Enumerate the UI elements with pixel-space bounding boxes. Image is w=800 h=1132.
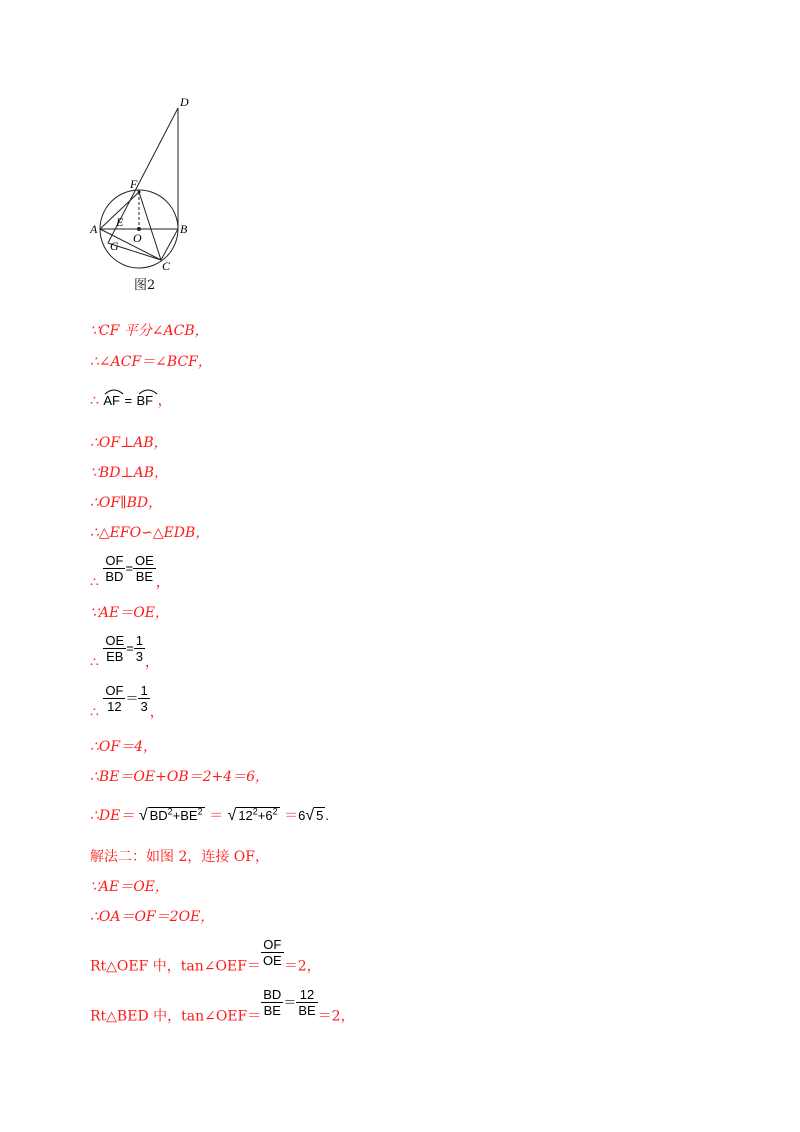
arc-bf-mark <box>137 387 159 395</box>
fraction-bd-be <box>261 987 283 1018</box>
label-O: O <box>133 231 142 245</box>
line-9: ∵AE＝OE， <box>90 605 169 621</box>
line-5: ∵BD⊥AB， <box>90 465 168 481</box>
fraction-one-third <box>134 633 145 664</box>
fraction-denominator: OE <box>262 953 282 968</box>
fraction-denominator: 3 <box>140 699 148 714</box>
fraction-denominator: BE <box>298 1003 316 1018</box>
sqrt-sign: √ <box>138 807 148 824</box>
label-F: F <box>130 177 138 191</box>
line-3-prefix: ∴ <box>90 393 99 409</box>
line-11-suffix: ， <box>149 704 164 721</box>
line-14-prefix: ∴DE＝ <box>90 808 135 824</box>
radicand-2 <box>236 807 279 823</box>
fraction-denominator: BE <box>263 1003 281 1018</box>
fraction-one-third <box>138 683 149 714</box>
label-D: D <box>180 95 189 109</box>
circle-diagram <box>88 92 198 277</box>
line-10-prefix: ∴ <box>90 654 99 671</box>
fraction-denominator: BD <box>105 569 124 584</box>
radicand-3: 5 <box>316 808 324 823</box>
coefficient: 6 <box>298 808 306 823</box>
line-19-suffix: ＝2， <box>317 1008 355 1025</box>
fraction-denominator: BE <box>135 569 154 584</box>
arc-bf-text: BF <box>136 393 154 408</box>
line-10 <box>90 633 159 672</box>
label-C: C <box>162 259 171 273</box>
line-6: ∴OF∥BD， <box>90 495 163 511</box>
line-19-prefix: Rt△BED 中，tan∠OEF＝ <box>90 1008 262 1025</box>
sqrt-sign: √ <box>305 807 315 824</box>
fraction-numerator: BD <box>263 987 282 1002</box>
arc-af-text: AF <box>103 393 120 408</box>
fraction-numerator: OF <box>261 937 284 953</box>
fraction-numerator: 12 <box>296 987 317 1003</box>
fraction-12-be <box>296 987 317 1018</box>
line-11-eq: ＝ <box>125 690 139 706</box>
line-18-suffix: ＝2， <box>283 958 321 975</box>
line-10-eq: = <box>126 640 134 656</box>
line-8-suffix: ， <box>155 574 170 591</box>
label-G: G <box>110 239 119 253</box>
fraction-of-bd <box>103 553 125 584</box>
line-11 <box>90 683 164 722</box>
line-13: ∴BE＝OE+OB＝2+4＝6， <box>90 769 270 785</box>
line-8-prefix: ∴ <box>90 574 99 591</box>
fraction-numerator: 1 <box>140 683 148 698</box>
radicand-term: BD <box>149 808 168 823</box>
line-17: ∴OA＝OF＝2OE， <box>90 909 215 925</box>
label-B: B <box>180 222 188 236</box>
line-15: 解法二：如图 2，连接 OF， <box>90 849 269 865</box>
radicand-term: 12 <box>238 808 253 823</box>
line-12: ∴OF＝4， <box>90 739 158 755</box>
exponent: 2 <box>252 806 258 817</box>
radicand-1 <box>148 807 205 823</box>
arc-af-mark <box>103 387 125 395</box>
radicand-term: +6 <box>257 808 273 823</box>
geometry-figure <box>88 92 198 292</box>
fraction-oe-be <box>133 553 156 584</box>
line-18-prefix: Rt△OEF 中，tan∠OEF＝ <box>90 958 261 975</box>
line-3-eq: = <box>124 393 133 408</box>
line-3-suffix: ， <box>157 393 172 409</box>
line-11-prefix: ∴ <box>90 704 99 721</box>
line-2: ∴∠ACF＝∠BCF， <box>90 354 212 370</box>
line-8-eq: = <box>125 560 134 576</box>
line-8 <box>90 553 170 592</box>
label-A: A <box>90 222 98 236</box>
line-10-suffix: ， <box>145 654 159 671</box>
fraction-of-oe <box>261 937 284 968</box>
line-3 <box>90 390 172 410</box>
sqrt-sign: √ <box>227 807 237 824</box>
exponent: 2 <box>197 806 203 817</box>
arc-bf <box>137 393 154 408</box>
fraction-numerator: OE <box>105 633 125 648</box>
figure-caption: 图2 <box>134 278 156 293</box>
line-14-suffix: . <box>325 808 329 823</box>
line-4: ∴OF⊥AB， <box>90 435 168 451</box>
fraction-numerator: OE <box>135 553 154 568</box>
line-19-eq: ＝ <box>283 994 297 1010</box>
fraction-numerator: OF <box>105 683 124 698</box>
line-14-eq2: ＝ <box>284 808 299 824</box>
fraction-denominator: 12 <box>107 699 122 714</box>
line-14-eq1: ＝ <box>209 808 224 824</box>
line-16: ∵AE＝OE， <box>90 879 169 895</box>
label-E: E <box>116 215 124 229</box>
line-19 <box>90 987 355 1026</box>
fraction-denominator: EB <box>106 649 124 664</box>
fraction-denominator: 3 <box>135 649 143 664</box>
exponent: 2 <box>167 806 173 817</box>
fraction-oe-eb <box>103 633 126 664</box>
radicand-term: +BE <box>172 808 198 823</box>
fraction-of-12 <box>103 683 125 714</box>
line-7: ∴△EFO∽△EDB， <box>90 525 210 541</box>
arc-af <box>103 393 120 408</box>
line-18 <box>90 937 321 976</box>
line-1: ∵CF 平分∠ACB， <box>90 323 209 339</box>
fraction-numerator: 1 <box>135 633 143 648</box>
fraction-numerator: OF <box>105 553 124 568</box>
exponent: 2 <box>272 806 278 817</box>
line-14 <box>90 805 329 825</box>
